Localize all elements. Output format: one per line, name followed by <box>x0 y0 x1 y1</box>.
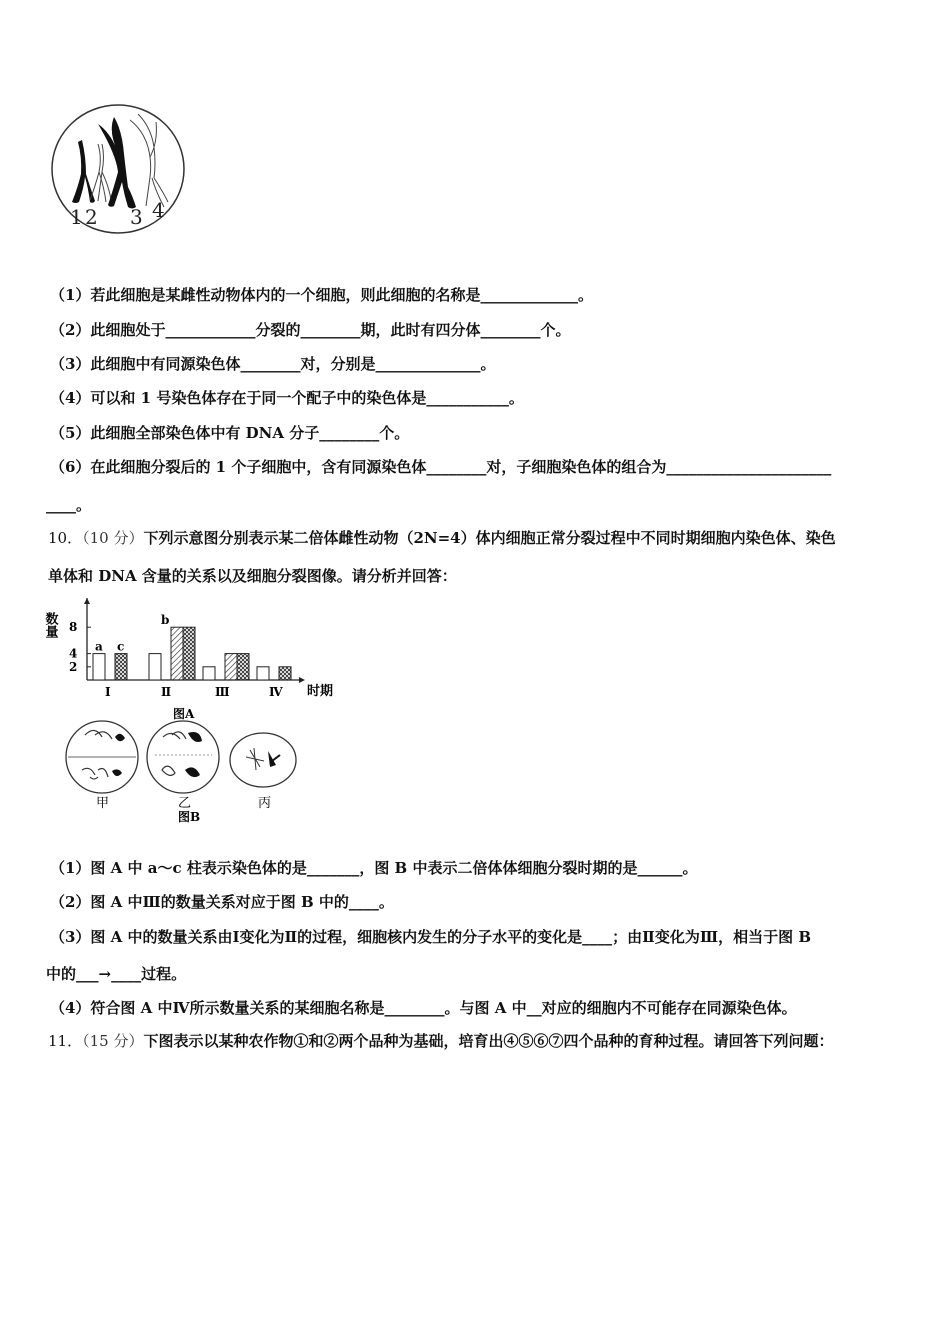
bar-a-1 <box>93 654 105 680</box>
y-tick-label: 8 <box>69 620 78 635</box>
q11-number: 11． <box>48 1032 83 1050</box>
y-tick-label: 2 <box>69 659 78 674</box>
chromosome-label-1: 1 <box>70 205 83 229</box>
chromosome-label-3: 3 <box>130 205 143 229</box>
cell-jia <box>66 721 138 793</box>
bar-a-3 <box>203 667 215 680</box>
bar-c-2 <box>183 627 195 680</box>
q10-part-4: （4）符合图 A 中Ⅳ所示数量关系的某细胞名称是________。与图 A 中__对应的细胞内不可能存在同源染色体。 <box>50 999 797 1017</box>
x-tick-label: Ⅰ <box>105 685 111 699</box>
figure-b-cells <box>60 715 310 825</box>
q10-part-3: （3）图 A 中的数量关系由Ⅰ变化为Ⅱ的过程，细胞核内发生的分子水平的变化是____；由Ⅱ变化为Ⅲ，相当于图 B <box>50 928 811 946</box>
bar-c-3 <box>237 654 249 680</box>
q9-part-6-continued: ____。 <box>46 496 92 514</box>
chromosome-1 <box>72 140 95 203</box>
q11-stem <box>48 1030 833 1052</box>
cell-bing <box>230 733 296 787</box>
q9-part-5: （5）此细胞全部染色体中有 DNA 分子________个。 <box>50 424 410 442</box>
q10-stem-line2 <box>48 565 457 587</box>
y-axis-arrow <box>84 598 90 604</box>
bar-a-2 <box>149 654 161 680</box>
q10-text-line1: 下列示意图分别表示某二倍体雌性动物（2N=4）体内细胞正常分裂过程中不同时期细胞内染色体、染色 <box>143 529 836 547</box>
q9-part-4: （4）可以和 1 号染色体存在于同一个配子中的染色体是___________。 <box>50 389 524 407</box>
bar-a-4 <box>257 667 269 680</box>
bar-b-2 <box>171 627 183 680</box>
q10-text-line2: 单体和 DNA 含量的关系以及细胞分裂图像。请分析并回答： <box>48 567 457 585</box>
q10-part-2: （2）图 A 中Ⅲ的数量关系对应于图 B 中的____。 <box>50 893 394 911</box>
q10-part-1: （1）图 A 中 a～c 柱表示染色体的是_______，图 B 中表示二倍体体细胞分裂时期的是______。 <box>50 859 698 877</box>
series-label-b: b <box>161 613 170 628</box>
series-label-a: a <box>95 639 103 654</box>
q10-number: 10． <box>48 529 83 547</box>
x-tick-label: Ⅳ <box>269 685 283 699</box>
x-axis-label: 时期 <box>307 684 334 699</box>
chromosome-label-2: 2 <box>85 205 98 229</box>
q10-score: （10 分） <box>82 529 144 547</box>
q11-text: 下图表示以某种农作物①和②两个品种为基础，培育出④⑤⑥⑦四个品种的育种过程。请回答下列问题： <box>143 1032 834 1050</box>
y-tick-label: 4 <box>69 646 78 661</box>
series-label-c: c <box>117 639 125 654</box>
chart-title: 图A <box>173 707 195 721</box>
cell-label-yi: 乙 <box>178 796 192 811</box>
x-tick-label: Ⅲ <box>215 685 230 699</box>
q9-part-3: （3）此细胞中有同源染色体________对，分别是______________。 <box>50 355 496 373</box>
q9-part-1: （1）若此细胞是某雌性动物体内的一个细胞，则此细胞的名称是_____________。 <box>50 286 593 304</box>
x-axis-arrow <box>299 677 305 683</box>
chromosome-cell-figure <box>48 102 193 237</box>
chromosome-4 <box>130 114 168 207</box>
q11-score: （15 分） <box>82 1032 144 1050</box>
figure-a-bar-chart <box>42 598 355 723</box>
q9-part-2: （2）此细胞处于____________分裂的________期，此时有四分体________个。 <box>50 321 571 339</box>
bar-c-1 <box>115 654 127 680</box>
chromosome-label-4: 4 <box>152 198 165 222</box>
chromosome-2 <box>90 144 111 202</box>
figure-b-title: 图B <box>178 810 201 824</box>
x-tick-label: Ⅱ <box>161 685 172 699</box>
cell-label-jia: 甲 <box>96 796 110 811</box>
q9-part-6: （6）在此细胞分裂后的 1 个子细胞中，含有同源染色体________对，子细胞染色体的组合为______________________ <box>50 458 832 476</box>
bar-c-4 <box>279 667 291 680</box>
y-axis-label: 数量 <box>42 612 58 638</box>
bar-b-3 <box>225 654 237 680</box>
cell-label-bing: 丙 <box>258 796 272 811</box>
cell-yi <box>147 721 219 793</box>
q10-part-3-continued: 中的___→____过程。 <box>46 965 187 983</box>
q10-stem-line1 <box>48 527 836 549</box>
